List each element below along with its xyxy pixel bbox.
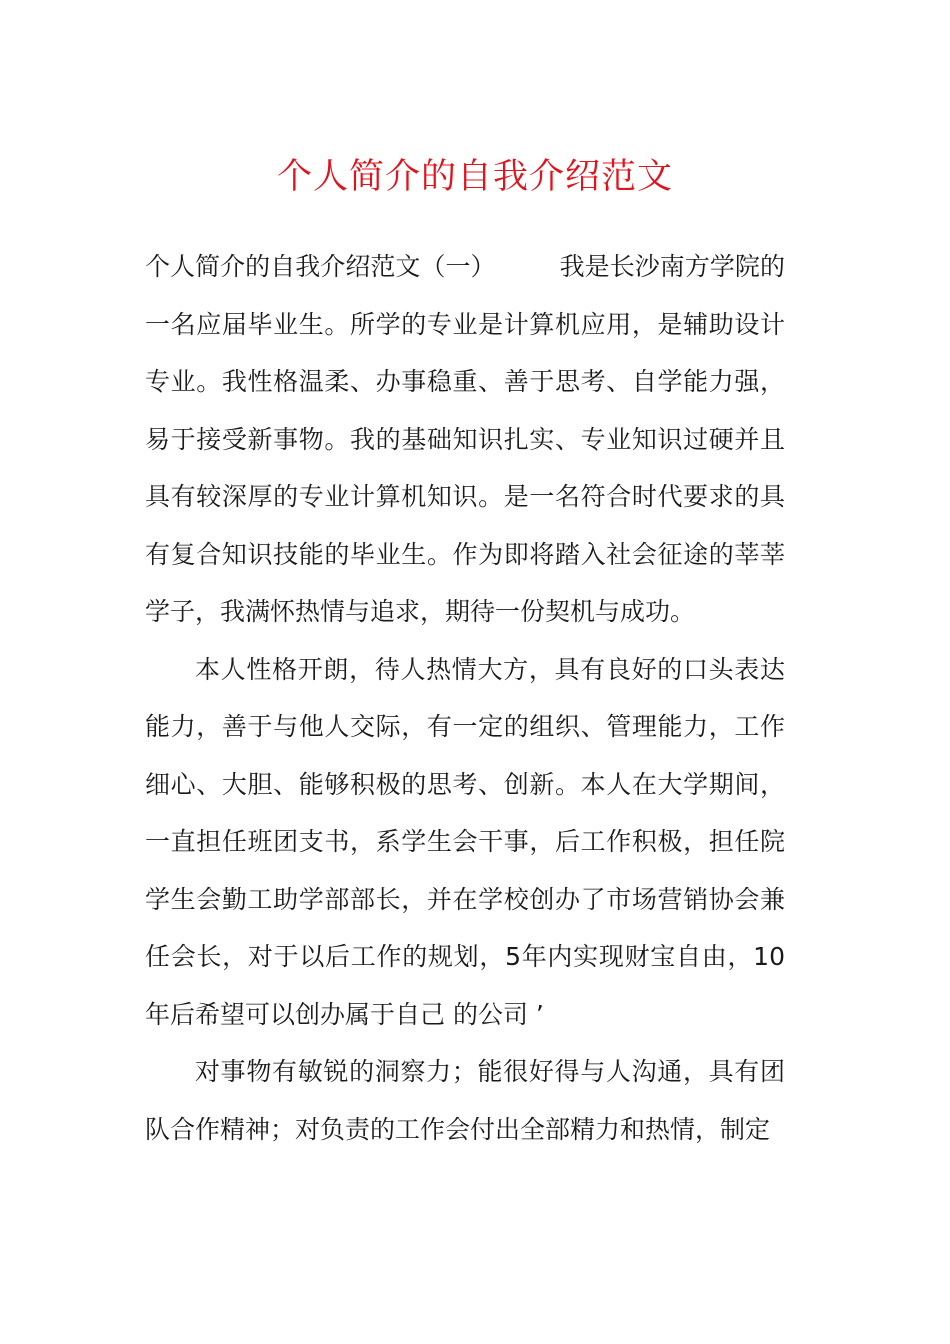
paragraph-1 bbox=[145, 238, 785, 641]
paragraph-1-text: 我是长沙南方学院的一名应届毕业生。所学的专业是计算机应用，是辅助设计专业。我性格温柔、办事稳重、善于思考、自学能力强，易于接受新事物。我的基础知识扎实、专业知识过硬并且具有较深厚的专业计算机知识。是一名符合时代要求的具有复合知识技能的毕业生。作为即将踏入社会征途的莘莘学子，我满怀热情与追求，期待一份契机与成功。 bbox=[145, 252, 785, 626]
paragraph-2: 本人性格开朗，待人热情大方，具有良好的口头表达能力，善于与他人交际，有一定的组织、管理能力，工作细心、大胆、能够积极的思考、创新。本人在大学期间，一直担任班团支书，系学生会干事，后工作积极，担任院学生会勤工助学部部长，并在学校创办了市场营销协会兼任会长，对于以后工作的规划，5年内实现财宝自由，10年后希望可以创办属于自己 的公司 ’ bbox=[145, 654, 785, 1029]
paragraph-1-heading: 个人简介的自我介绍范文（一） bbox=[145, 252, 496, 281]
paragraph-3: 对事物有敏锐的洞察力；能很好得与人沟通，具有团队合作精神；对负责的工作会付出全部精力和热情，制定 bbox=[145, 1057, 785, 1144]
document-title: 个人简介的自我介绍范文 bbox=[276, 157, 673, 197]
document-body bbox=[145, 238, 785, 1158]
